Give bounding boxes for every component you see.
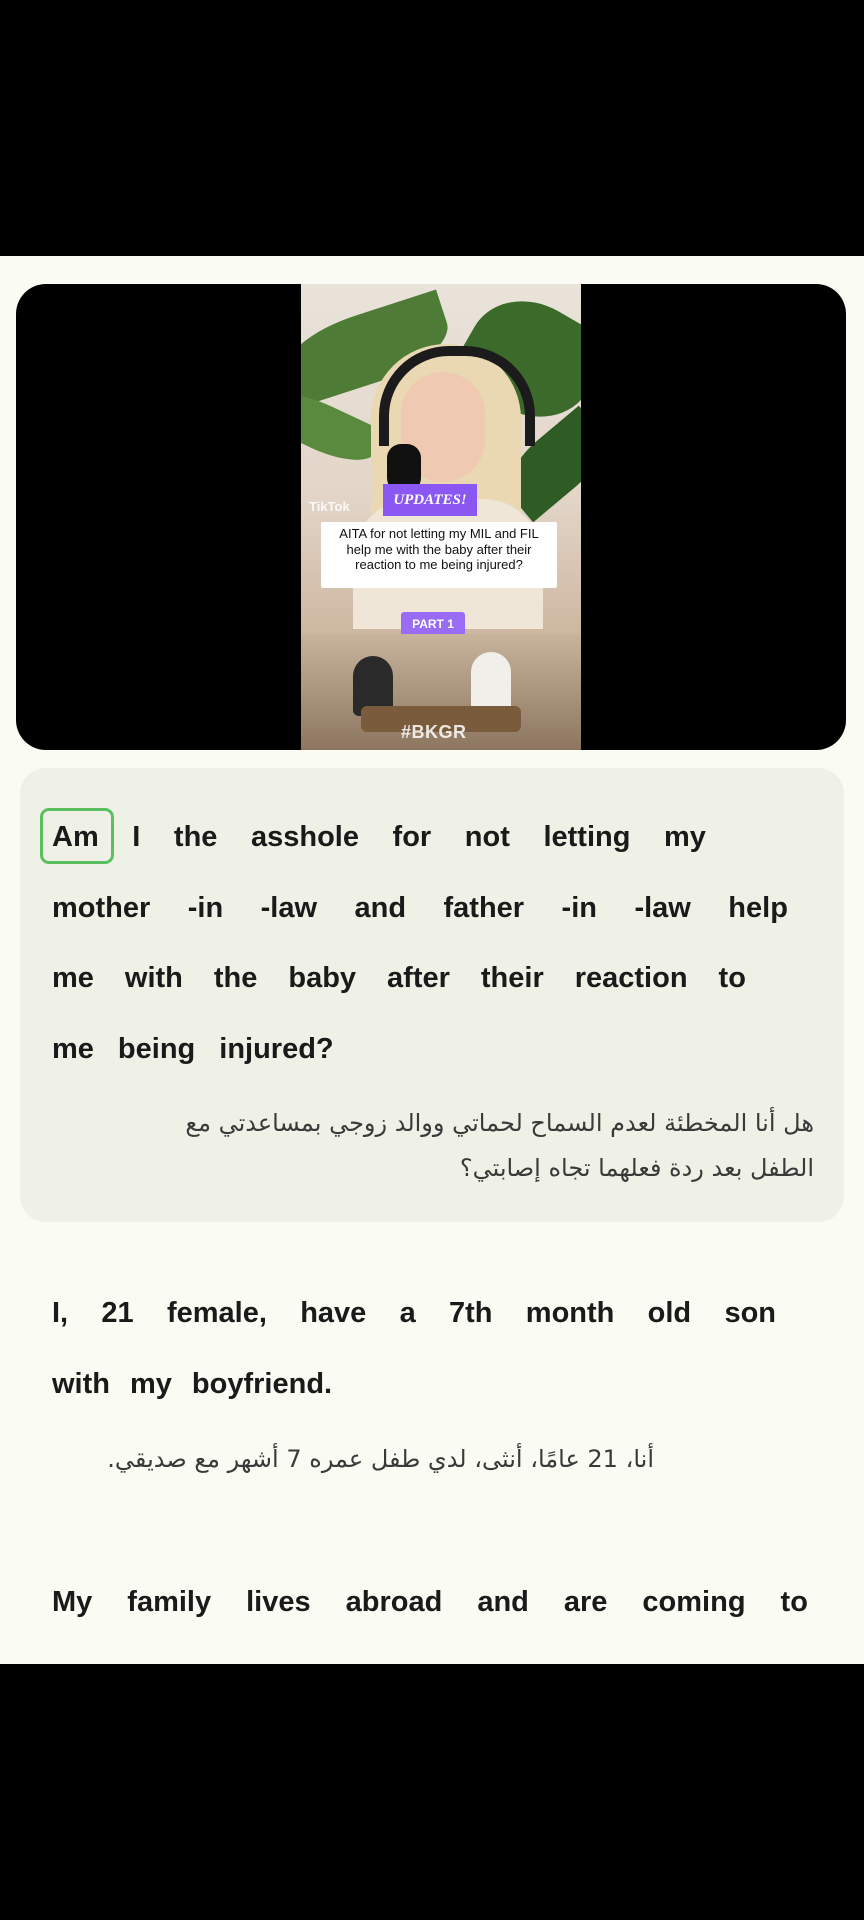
word[interactable]: female,: [166, 1297, 267, 1329]
word[interactable]: -in: [187, 892, 224, 924]
updates-badge: UPDATES!: [383, 484, 477, 516]
translation-line: هل أنا المخطئة لعدم السماح لحماتي ووالد زوجي بمساعدتي مع: [185, 1109, 814, 1137]
word[interactable]: baby: [288, 962, 357, 994]
word[interactable]: with: [124, 962, 183, 994]
word[interactable]: with: [52, 1368, 110, 1400]
word[interactable]: letting: [543, 821, 631, 853]
bottom-black-bar: [0, 1664, 864, 1920]
sentence-line: [52, 962, 746, 995]
word[interactable]: coming: [642, 1586, 746, 1618]
translation-line: أنا، 21 عامًا، أنثى، لدي طفل عمره 7 أشهر مع صديقي.: [107, 1445, 654, 1473]
video-player[interactable]: [16, 284, 846, 750]
top-black-bar: [0, 0, 864, 256]
sentence-line: [52, 821, 706, 854]
sentence-line: [52, 1368, 332, 1401]
word[interactable]: asshole: [250, 821, 359, 853]
word[interactable]: are: [563, 1586, 608, 1618]
word[interactable]: my: [130, 1368, 172, 1400]
word[interactable]: being: [117, 1033, 196, 1065]
word[interactable]: for: [392, 821, 432, 853]
word[interactable]: have: [300, 1297, 367, 1329]
word[interactable]: I,: [52, 1297, 69, 1329]
word[interactable]: family: [127, 1586, 212, 1618]
word[interactable]: son: [724, 1297, 776, 1329]
word[interactable]: old: [647, 1297, 692, 1329]
translation-line: الطفل بعد ردة فعلهما تجاه إصابتي؟: [459, 1154, 814, 1182]
reader-page[interactable]: [0, 256, 864, 1664]
word[interactable]: father: [443, 892, 525, 924]
word[interactable]: help: [728, 892, 788, 924]
word[interactable]: month: [525, 1297, 615, 1329]
sentence-line: [52, 1297, 776, 1330]
word[interactable]: mother: [52, 892, 151, 924]
video-thumbnail[interactable]: [301, 284, 581, 750]
word[interactable]: the: [213, 962, 258, 994]
sentence-line: [52, 1586, 808, 1619]
word[interactable]: I: [132, 821, 141, 853]
sentence-line: [52, 1033, 334, 1066]
word[interactable]: a: [399, 1297, 416, 1329]
word[interactable]: 7th: [449, 1297, 493, 1329]
word[interactable]: and: [477, 1586, 529, 1618]
word[interactable]: their: [480, 962, 544, 994]
tiktok-logo: TikTok: [309, 499, 350, 514]
word[interactable]: My: [52, 1586, 93, 1618]
hashtag-watermark: #BKGR: [401, 722, 467, 742]
word[interactable]: to: [718, 962, 746, 994]
part-badge: PART 1: [401, 612, 465, 636]
sentence-line: [52, 892, 788, 925]
word[interactable]: abroad: [345, 1586, 443, 1618]
word[interactable]: -law: [634, 892, 691, 924]
word[interactable]: boyfriend.: [191, 1368, 333, 1400]
word[interactable]: lives: [246, 1586, 311, 1618]
word[interactable]: my: [664, 821, 706, 853]
word[interactable]: 21: [101, 1297, 134, 1329]
word[interactable]: -in: [561, 892, 597, 924]
word[interactable]: injured?: [219, 1033, 334, 1065]
word[interactable]: after: [387, 962, 450, 994]
word[interactable]: not: [464, 821, 510, 853]
video-title-card: AITA for not letting my MIL and FIL help me with the baby after their reaction to me being injured?: [321, 522, 557, 588]
word[interactable]: and: [354, 892, 407, 924]
word[interactable]: reaction: [574, 962, 688, 994]
word[interactable]: me: [52, 962, 94, 994]
word[interactable]: -law: [260, 892, 318, 924]
word[interactable]: Am: [52, 821, 99, 853]
word[interactable]: the: [173, 821, 218, 853]
word[interactable]: to: [780, 1586, 808, 1618]
word[interactable]: me: [52, 1033, 94, 1065]
